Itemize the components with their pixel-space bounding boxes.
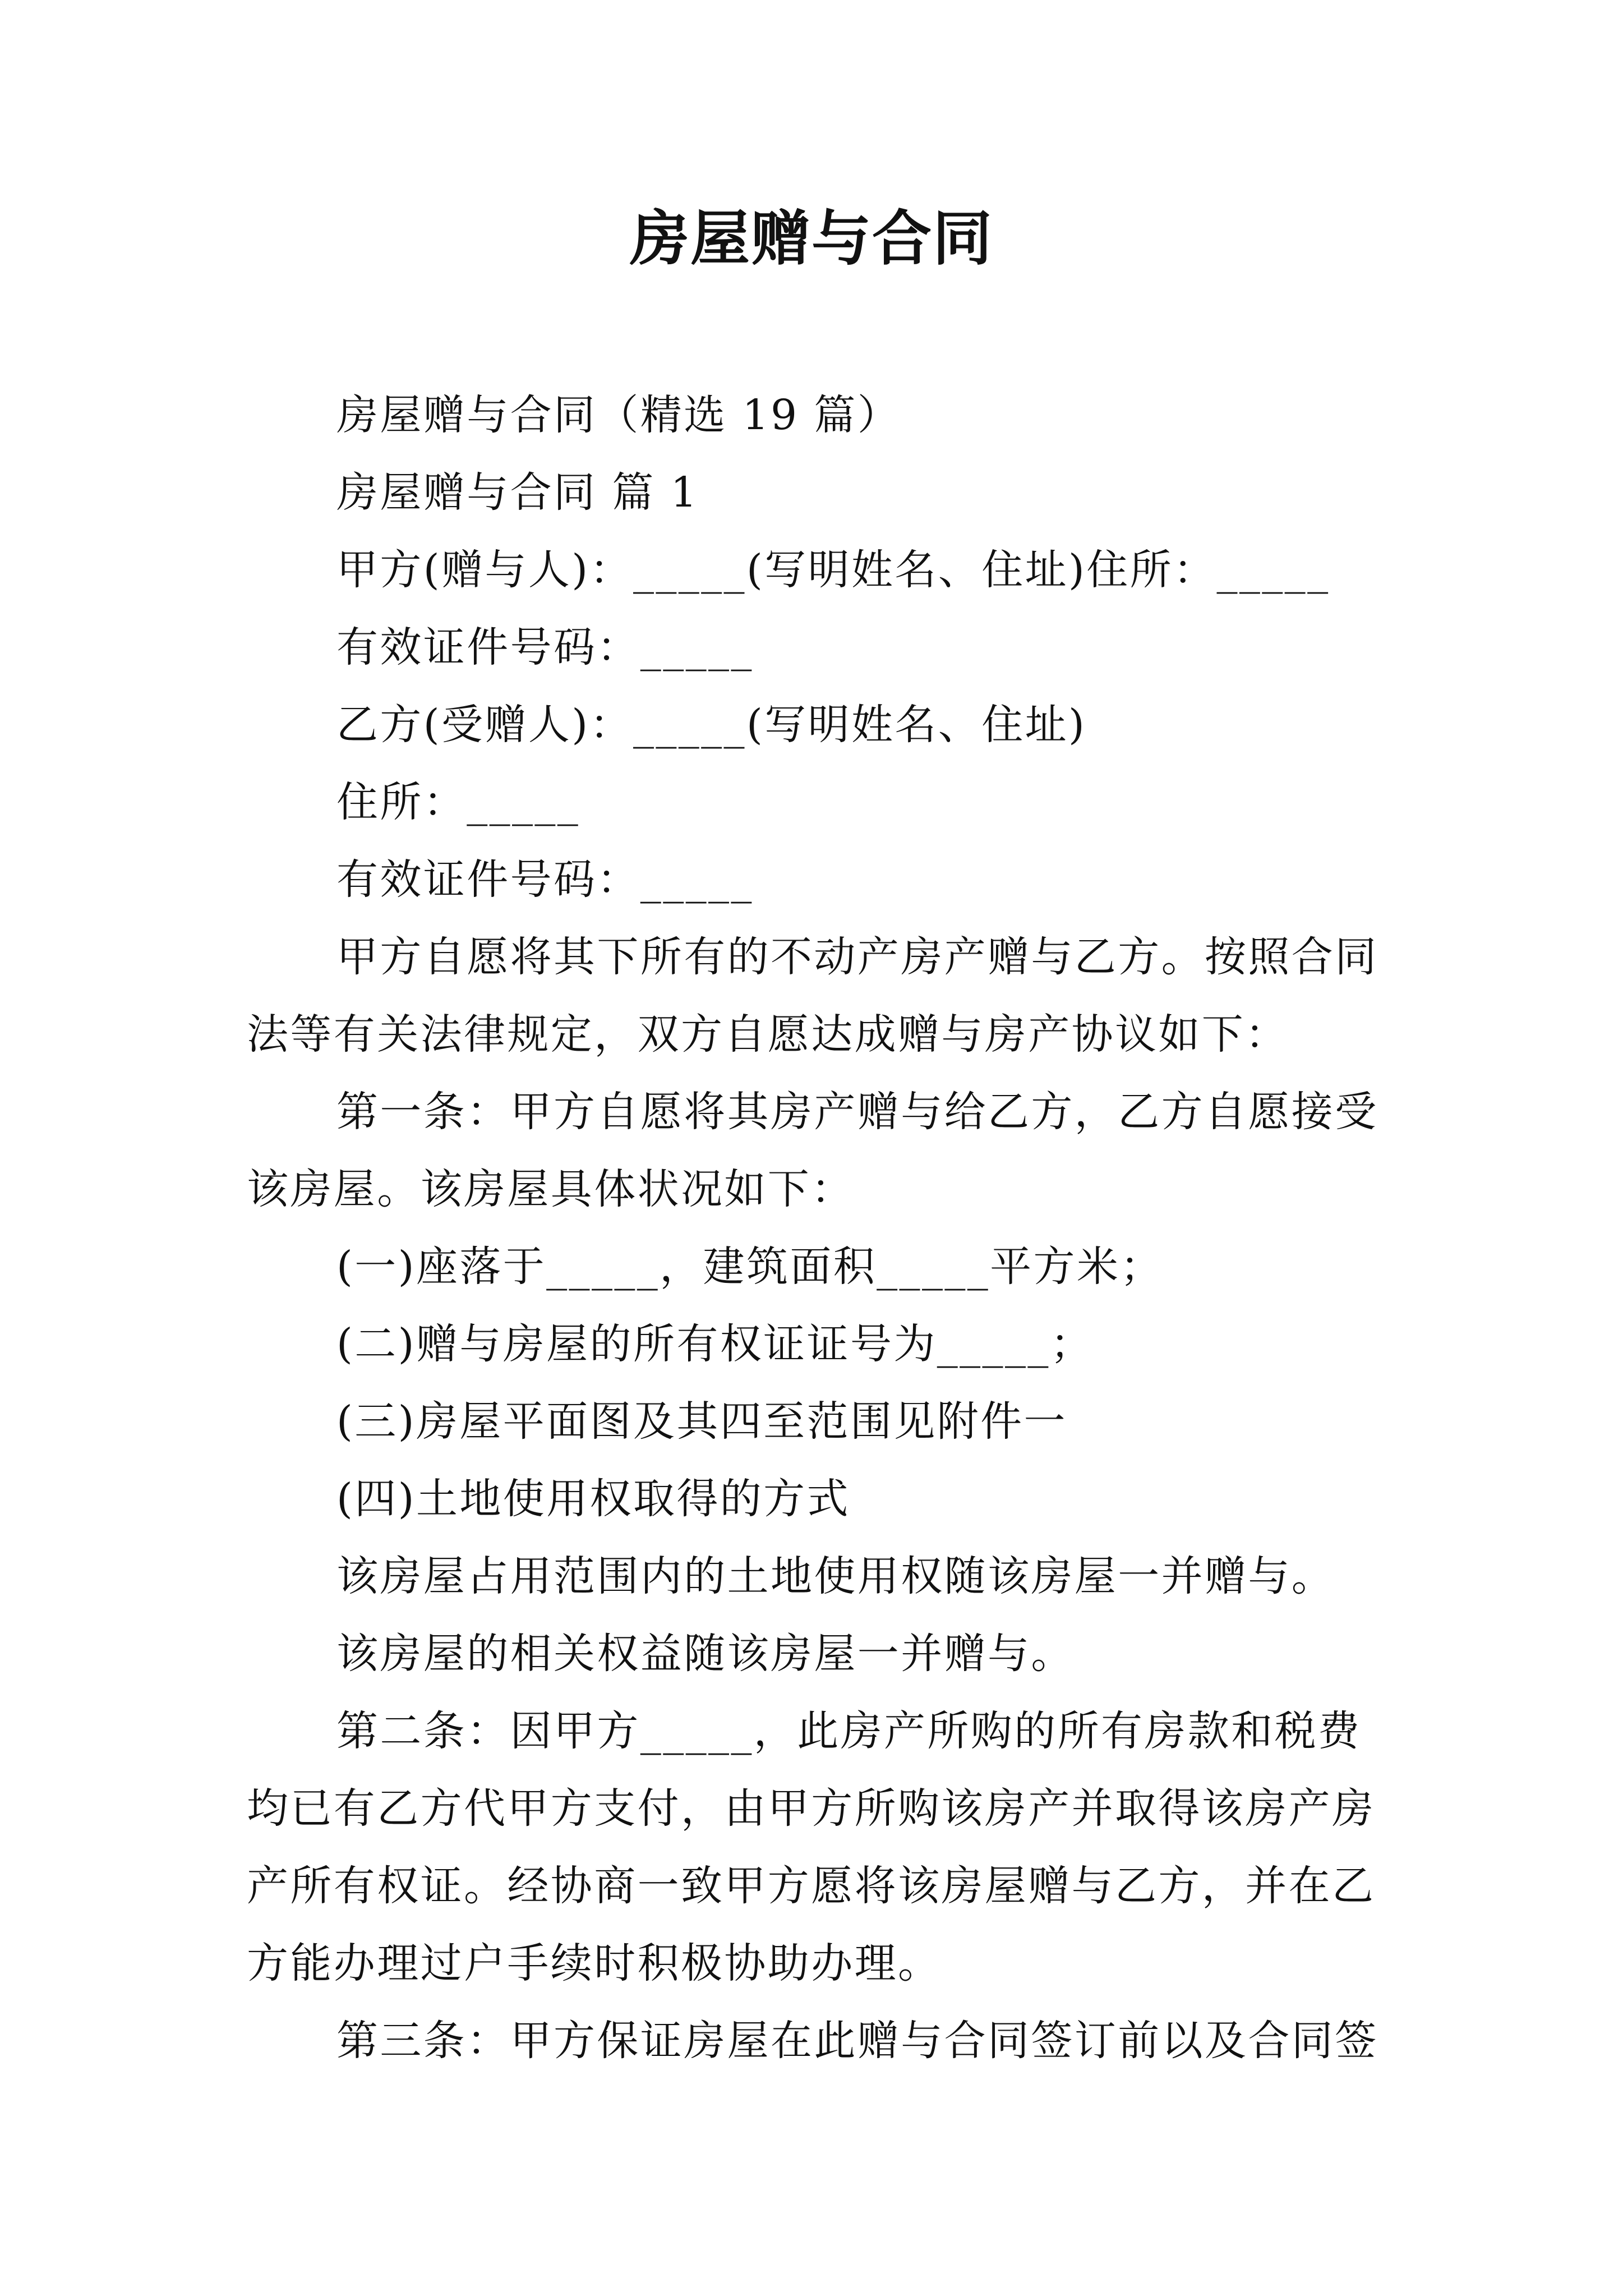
document-line: 产所有权证。经协商一致甲方愿将该房屋赠与乙方，并在乙 (247, 1862, 1376, 1910)
document-line: 甲方自愿将其下所有的不动产房产赠与乙方。按照合同 (336, 933, 1378, 981)
document-line: (一)座落于_____，建筑面积_____平方米； (336, 1243, 1164, 1291)
document-line: 均已有乙方代甲方支付，由甲方所购该房产并取得该房产房 (247, 1784, 1376, 1833)
document-line: 有效证件号码：_____ (336, 855, 754, 904)
document-title: 房屋赠与合同 (630, 203, 993, 273)
document-line-subtitle: 房屋赠与合同（精选 19 篇） (336, 391, 901, 439)
document-line: (二)赠与房屋的所有权证证号为_____； (336, 1320, 1094, 1368)
document-line: 法等有关法律规定，双方自愿达成赠与房产协议如下： (247, 1010, 1289, 1059)
document-line: 该房屋。该房屋具体状况如下： (247, 1165, 855, 1213)
document-line: 第二条：因甲方_____，此房产所购的所有房款和税费 (336, 1707, 1362, 1755)
document-line: (三)房屋平面图及其四至范围见附件一 (336, 1397, 1067, 1446)
document-line: 有效证件号码：_____ (336, 623, 754, 671)
document-line: (四)土地使用权取得的方式 (336, 1475, 850, 1523)
document-line: 甲方(赠与人)：_____(写明姓名、住址)住所：_____ (336, 546, 1330, 594)
document-line: 第三条：甲方保证房屋在此赠与合同签订前以及合同签 (336, 2017, 1378, 2065)
document-line-section-heading: 房屋赠与合同 篇 1 (336, 468, 699, 517)
document-line: 住所：_____ (336, 778, 580, 826)
document-line: 方能办理过户手续时积极协助办理。 (247, 1939, 942, 1987)
document-line: 该房屋占用范围内的土地使用权随该房屋一并赠与。 (336, 1552, 1335, 1600)
document-line: 乙方(受赠人)：_____(写明姓名、住址) (336, 701, 1087, 749)
document-line: 第一条：甲方自愿将其房产赠与给乙方，乙方自愿接受 (336, 1088, 1378, 1136)
document-line: 该房屋的相关权益随该房屋一并赠与。 (336, 1630, 1075, 1678)
